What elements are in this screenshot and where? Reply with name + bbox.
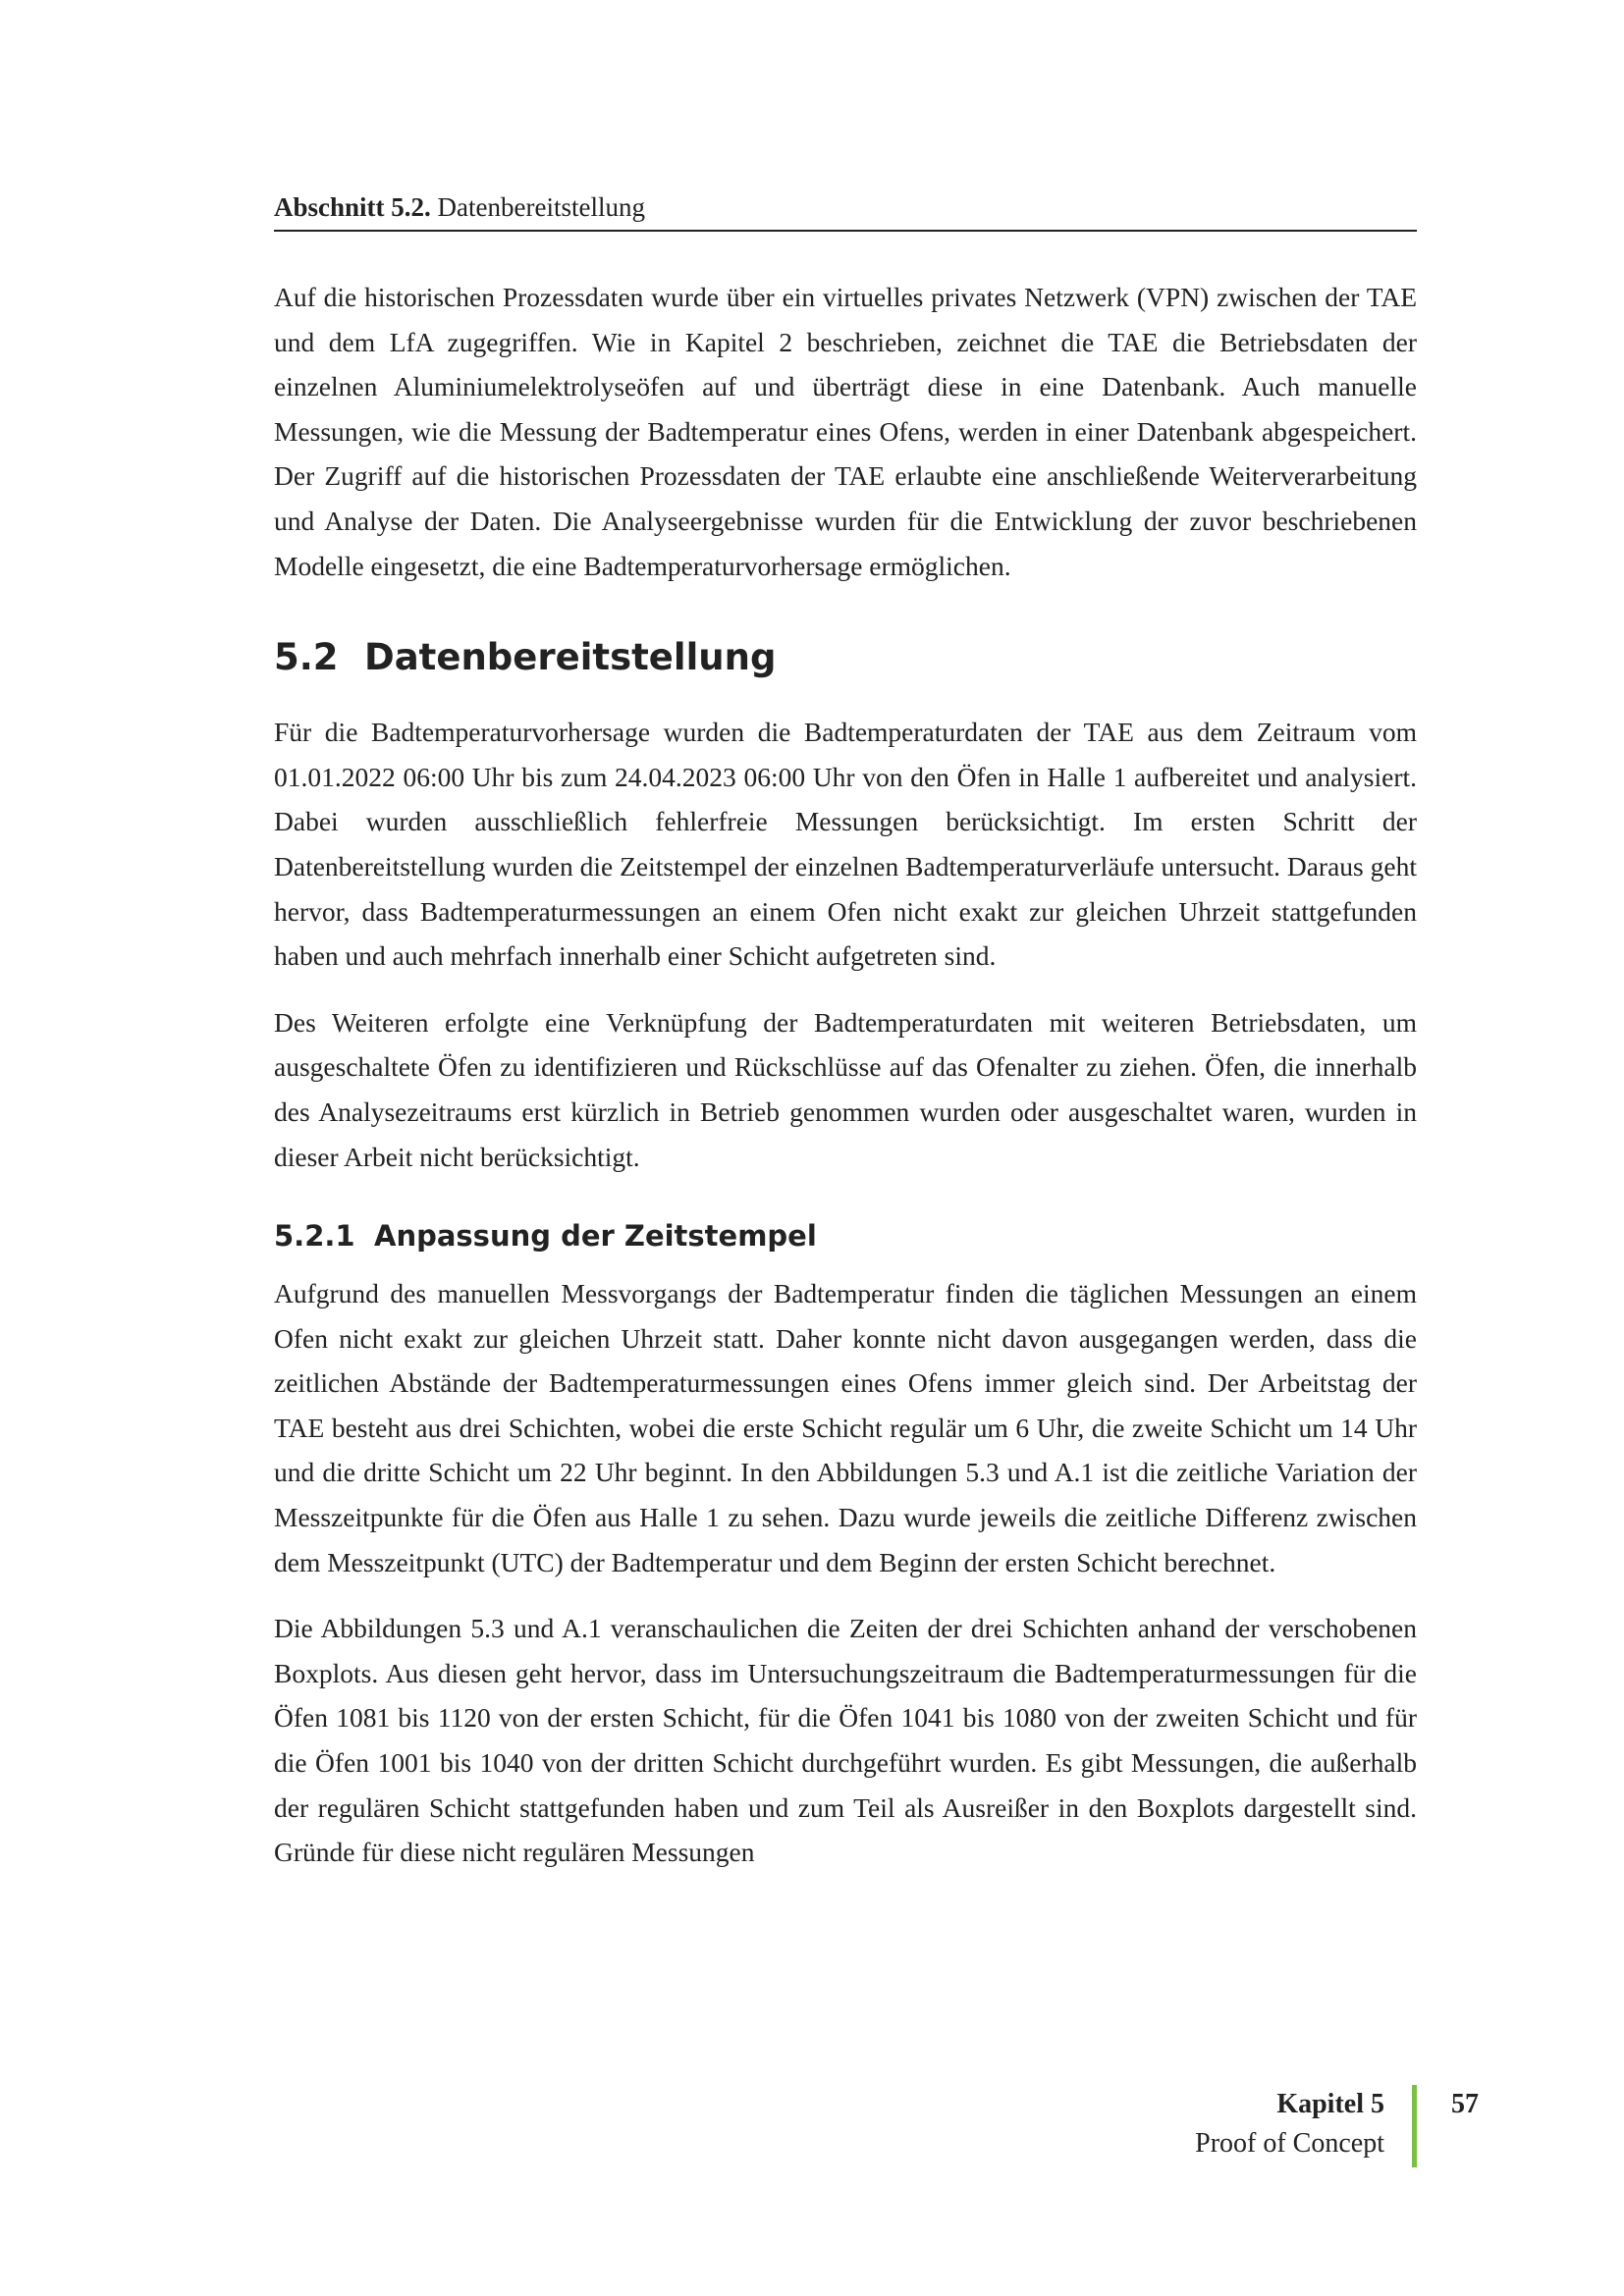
running-header — [274, 189, 1417, 232]
paragraph-boxplots: Die Abbildungen 5.3 und A.1 veranschaulichen die Zeiten der drei Schichten anhand der verschobenen Boxplots. Aus diesen geht hervor, dass im Untersuchungszeitraum die Badtemperaturmessungen für die Öfen 1081 bis 1120 von der ersten Schicht, für die Öfen 1041 bis 1080 von der zweiten Schicht und für die Öfen 1001 bis 1040 von der dritten Schicht durchgeführt wurden. Es gibt Messungen, die außerhalb der regulären Schicht stattgefunden haben und zum Teil als Ausreißer in den Boxplots dargestellt sind. Gründe für diese nicht regulären Messungen — [274, 1613, 1417, 1868]
page-footer — [1080, 2085, 1384, 2163]
section-title: Datenbereitstellung — [364, 636, 777, 679]
paragraph-vpn-access: Auf die historischen Prozessdaten wurde über ein virtuelles privates Netzwerk (VPN) zwischen der TAE und dem LfA zugegriffen. Wie in Kapitel 2 beschrieben, zeichnet die TAE die Betriebsdaten der einzelnen Aluminiumelektrolyseöfen auf und überträgt diese in eine Datenbank. Auch manuelle Messungen, wie die Messung der Badtemperatur eines Ofens, werden in einer Datenbank abgespeichert. Der Zugriff auf die historischen Prozessdaten der TAE erlaubte eine anschließende Weiterverarbeitung und Analyse der Daten. Die Analyseergebnisse wurden für die Entwicklung der zuvor beschriebenen Modelle eingesetzt, die eine Badtemperaturvorhersage ermöglichen. — [274, 282, 1417, 581]
paragraph-data-linking: Des Weiteren erfolgte eine Verknüpfung der Badtemperaturdaten mit weiteren Betriebsdaten, um ausgeschaltete Öfen zu identifizieren und Rückschlüsse auf das Ofenalter zu ziehen. Öfen, die innerhalb des Analysezeitraums erst kürzlich in Betrieb genommen wurden oder ausgeschaltet waren, wurden in dieser Arbeit nicht berücksichtigt. — [274, 1006, 1417, 1172]
running-header-section-label: Abschnitt 5.2. — [274, 192, 431, 222]
paragraph-data-period: Für die Badtemperaturvorhersage wurden die Badtemperaturdaten der TAE aus dem Zeitraum vom 01.01.2022 06:00 Uhr bis zum 24.04.2023 06:00 Uhr von den Öfen in Halle 1 aufbereitet und analysiert. Dabei wurden ausschließlich fehlerfreie Messungen berücksichtigt. Im ersten Schritt der Datenbereitstellung wurden die Zeitstempel der einzelnen Badtemperaturverläufe untersucht. Daraus geht hervor, dass Badtemperaturmessungen an einem Ofen nicht exakt zur gleichen Uhrzeit stattgefunden haben und auch mehrfach innerhalb einer Schicht aufgetreten sind. — [274, 717, 1417, 972]
section-number: 5.2 — [274, 636, 339, 679]
footer-chapter: Kapitel 5 — [1276, 2089, 1384, 2119]
page-content — [274, 275, 1417, 1896]
footer-chapter-title: Proof of Concept — [1195, 2128, 1384, 2159]
page-number: 57 — [1451, 2089, 1479, 2119]
subsection-number: 5.2.1 — [274, 1219, 355, 1254]
paragraph-measurement-times: Aufgrund des manuellen Messvorgangs der Badtemperatur finden die täglichen Messungen an einem Ofen nicht exakt zur gleichen Uhrzeit statt. Daher konnte nicht davon ausgegangen werden, dass die zeitlichen Abstände der Badtemperaturmessungen eines Ofens immer gleich sind. Der Arbeitstag der TAE besteht aus drei Schichten, wobei die erste Schicht regulär um 6 Uhr, die zweite Schicht um 14 Uhr und die dritte Schicht um 22 Uhr beginnt. In den Abbildungen 5.3 und A.1 ist die zeitliche Variation der Messzeitpunkte für die Öfen aus Halle 1 zu sehen. Dazu wurde jeweils die zeitliche Differenz zwischen dem Messzeitpunkt (UTC) der Badtemperatur und dem Beginn der ersten Schicht berechnet. — [274, 1278, 1417, 1577]
subsection-heading — [274, 1216, 1417, 1255]
section-heading — [274, 635, 1417, 680]
subsection-title: Anpassung der Zeitstempel — [374, 1219, 817, 1254]
footer-accent-bar — [1412, 2085, 1417, 2167]
running-header-section-title: Datenbereitstellung — [437, 192, 645, 222]
